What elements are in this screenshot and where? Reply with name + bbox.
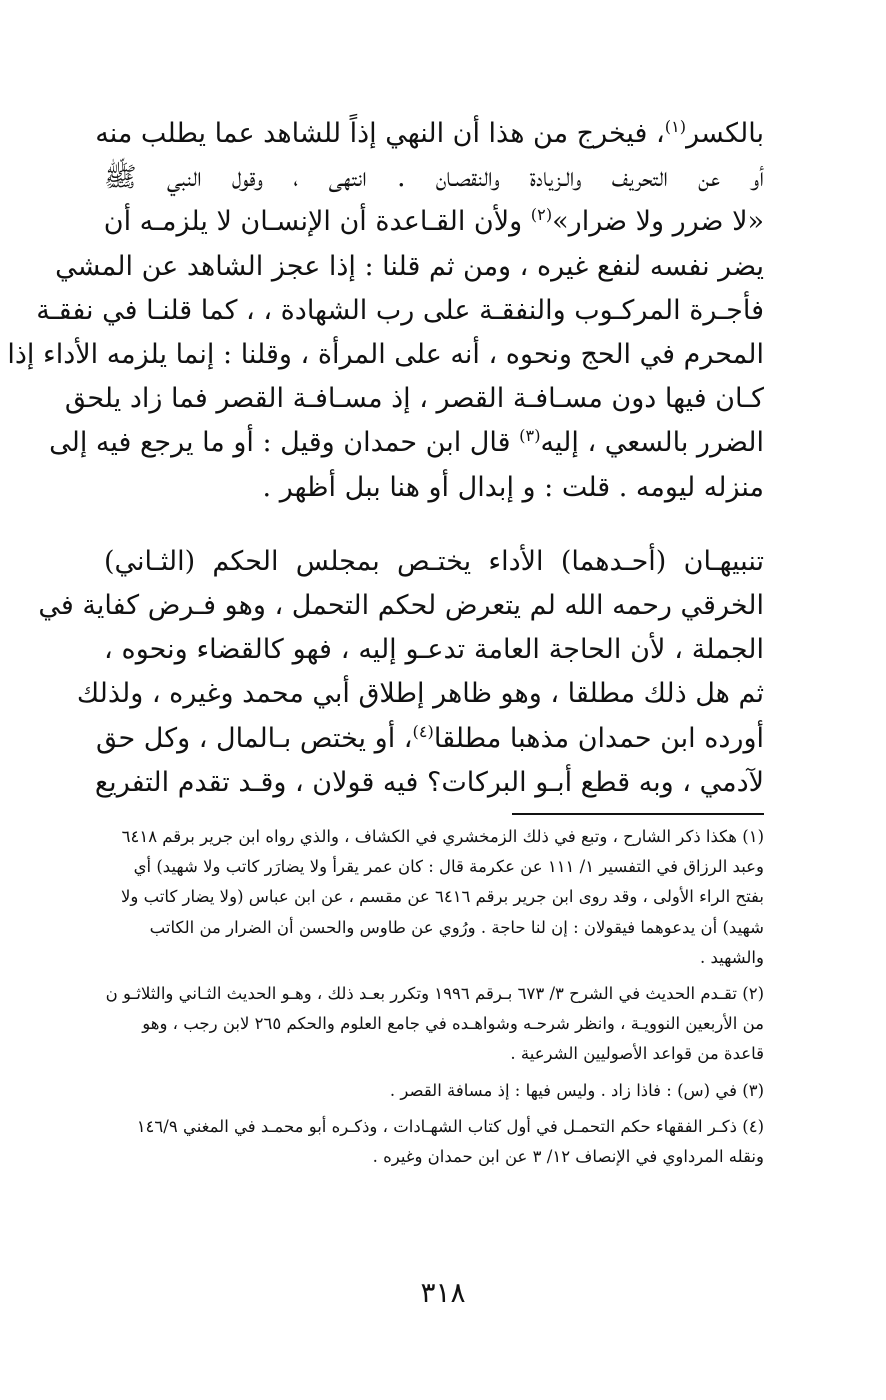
- text-line: لآدمي ، وبه قطع أبـو البركات؟ فيه قولان ، وقـد تقدم التفريع: [94, 766, 764, 798]
- text-line: الخرقي رحمه الله لم يتعرض لحكم التحمل ، وهو فـرض كفاية في: [38, 590, 764, 622]
- footnote-ref-3[interactable]: (٣): [519, 426, 541, 446]
- footnotes: [104, 822, 764, 1172]
- text-line: الجملة ، لأن الحاجة العامة تدعـو إليه ، فهو كالقضاء ونحوه ،: [104, 634, 764, 666]
- text-line: يضر نفسه لنفع غيره ، ومن ثم قلنا : إذا عجز الشاهد عن المشي: [55, 250, 764, 282]
- footnote-ref-2[interactable]: (٢): [530, 205, 553, 225]
- page-number: ٣١٨: [420, 1276, 466, 1309]
- footnote-1: (١) هكذا ذكر الشارح ، وتبع في ذلك الزمخشري في الكشاف ، والذي رواه ابن جرير برقم ٦٤١٨ وعبد الرزاق في التفسير ١/ ١١١ عن عكرمة قال : كان عمر يقرأ ولا يضارَر كاتب ولا شهيد) أي بفتح الراء الأولى ، وقد روى ابن جرير برقم ٦٤١٦ عن مقسم ، عن ابن عباس (ولا يضار كاتب ولا شهيد) أن يدعوهما فيقولان : إن لنا حاجة . ورُوي عن طاوس والحسن أن الضرار من الكاتب والشهيد .: [121, 827, 764, 967]
- text-line: الضرر بالسعي ، إليه$^{(٣)}$ قال ابن حمدان وقيل : أو ما يرجع فيه إلى: [49, 426, 764, 459]
- footnote-ref-4[interactable]: (٤): [412, 721, 434, 741]
- text-line: منزله ليومه . قلت : و إبدال أو هنا ببل أظهر .: [262, 471, 764, 503]
- main-text: [7, 112, 764, 805]
- text-line: فأجـرة المركـوب والنفقـة على رب الشهادة ، ، كما قلنـا في نفقـة: [36, 294, 764, 326]
- paragraph-1: [7, 112, 764, 510]
- text-line: «لا ضرر ولا ضرار»$^{(٢)}$ ولأن القـاعدة أن الإنسـان لا يلزمـه أن: [103, 205, 764, 238]
- footnote-4: (٤) ذكـر الفقهاء حكم التحمـل في أول كتاب الشهـادات ، وذكـره أبو محمـد في المغني ١٤٦/٩ ونقله المرداوي في الإنصاف ١٢/ ٣ عن ابن حمدان وغيره .: [136, 1116, 764, 1167]
- text-line: المحرم في الحج ونحوه ، أنه على المرأة ، وقلنا : إنما يلزمه الأداء إذا: [7, 339, 764, 371]
- paragraph-2: [38, 540, 764, 805]
- footnote-ref-1[interactable]: (١): [664, 117, 687, 136]
- footnote-2: (٢) تقـدم الحديث في الشرح ٣/ ٦٧٣ بـرقم ١٩٩٦ وتكرر بعـد ذلك ، وهـو الحديث الثـاني والثلاثـو ن من الأربعين النوويـة ، وانظر شرحـه وشواهـده في جامع العلوم والحكم ٢٦٥ لابن رجب ، وهو قاعدة من قواعد الأصوليين الشرعية .: [105, 984, 764, 1064]
- footnote-3: (٣) في (س) : فاذا زاد . وليس فيها : إذ مسافة القصر .: [389, 1080, 764, 1100]
- text-line: ثم هل ذلك مطلقا ، وهو ظاهر إطلاق أبي محمد وغيره ، ولذلك: [76, 678, 764, 710]
- text-line: بالكسر$^{(١)}$، فيخرج من هذا أن النهي إذاً للشاهد عما يطلب منه: [95, 117, 764, 149]
- text-line: أورده ابن حمدان مذهبا مطلقا$^{(٤)}$، أو يختص بـالمال ، وكل حق: [95, 721, 764, 754]
- text-line: أو عن التحريف والـزيادة والنقصـان . انتهى ، وقول النبي ﷺ: [104, 162, 764, 194]
- text-line: تنبيهـان (أحـدهما) الأداء يختـص بمجلس الحكم (الثـاني): [104, 545, 764, 577]
- footnote-separator: [512, 813, 764, 815]
- text-line: كـان فيها دون مسـافـة القصر ، إذ مسـافـة القصر فما زاد يلحق: [64, 383, 764, 415]
